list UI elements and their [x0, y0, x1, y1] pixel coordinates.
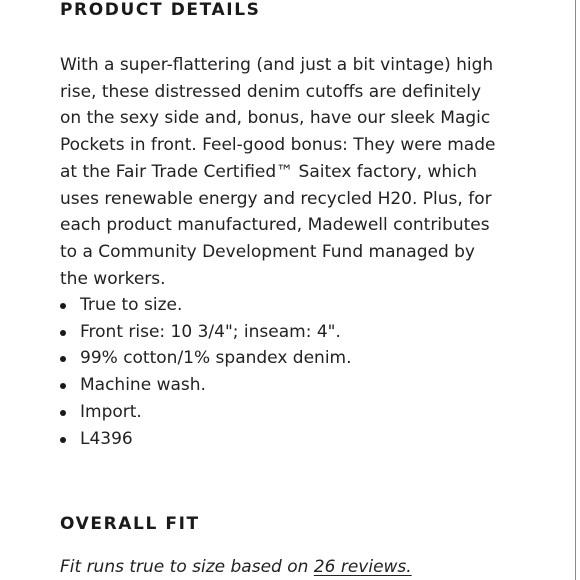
bullet-icon: [60, 410, 66, 416]
bullet-icon: [60, 437, 66, 443]
fit-summary: [60, 554, 412, 580]
list-item: [60, 345, 352, 372]
bullet-icon: [60, 383, 66, 389]
list-item: [60, 372, 352, 399]
bullet-text: 99% cotton/1% spandex denim.: [80, 348, 352, 369]
bullet-icon: [60, 303, 66, 309]
product-description: With a super-flattering (and just a bit vintage) high rise, these distressed denim cutoffs are definitely on the sexy side and, bonus, have our sleek Magic Pockets in front. Feel-good bonus: They were made at the Fair Trade Certified™ Saitex factory, which uses renewable energy and recycled H20. Plus, for each product manufactured, Madewell contributes to a Community Development Fund managed by the workers.: [60, 55, 496, 289]
bullet-text: L4396: [80, 428, 133, 449]
product-details-list: [60, 292, 352, 452]
overall-fit-heading: OVERALL FIT: [60, 514, 200, 534]
list-item: [60, 319, 352, 346]
bullet-text: Front rise: 10 3/4"; inseam: 4".: [80, 321, 341, 342]
bullet-text: Import.: [80, 401, 142, 422]
list-item: [60, 399, 352, 426]
fit-summary-text: Fit runs true to size based on: [60, 557, 314, 577]
bullet-icon: [60, 356, 66, 362]
product-details-heading: PRODUCT DETAILS: [60, 0, 261, 20]
bullet-text: Machine wash.: [80, 375, 206, 396]
scroll-divider: [575, 0, 576, 580]
reviews-link[interactable]: 26 reviews.: [313, 557, 412, 577]
list-item: [60, 426, 352, 453]
list-item: [60, 292, 352, 319]
bullet-text: True to size.: [80, 295, 183, 315]
bullet-icon: [60, 330, 66, 336]
